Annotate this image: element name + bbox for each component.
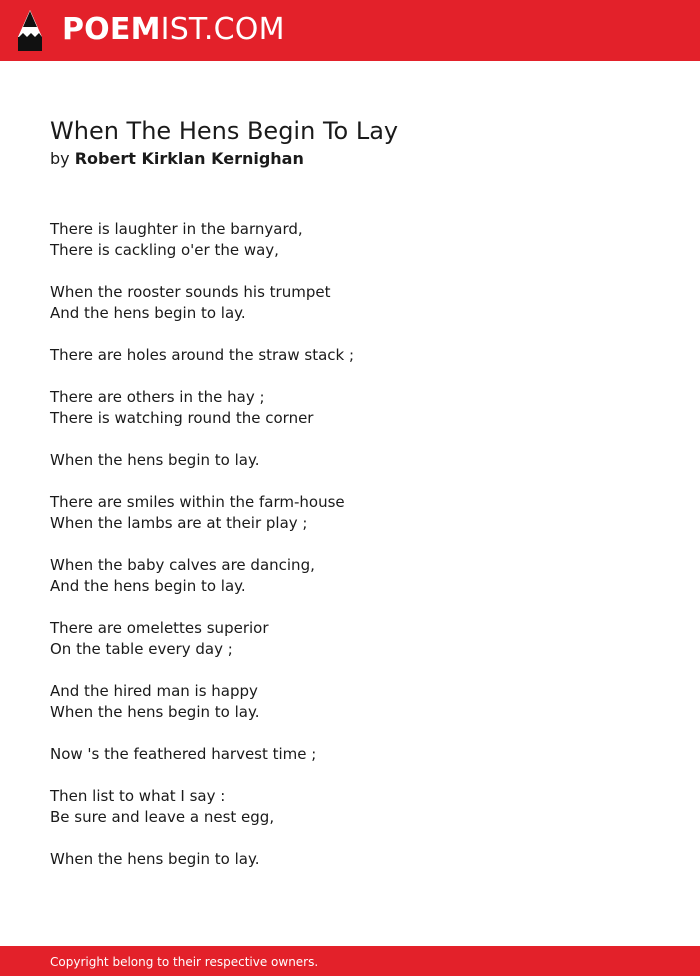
poem-line: On the table every day ;	[50, 640, 233, 658]
poem-line: There are holes around the straw stack ;	[50, 346, 355, 364]
poem-stanza	[50, 387, 650, 429]
poem-body	[50, 219, 650, 891]
poem-stanza	[50, 555, 650, 597]
logo-brand-light: IST.COM	[160, 12, 285, 47]
poem-byline	[50, 148, 304, 170]
poem-line: Be sure and leave a nest egg,	[50, 808, 275, 826]
poem-author: Robert Kirklan Kernighan	[74, 149, 304, 168]
poem-line: And the hens begin to lay.	[50, 304, 246, 322]
copyright-notice: Copyright belong to their respective owners.	[50, 955, 319, 969]
poem-stanza	[50, 849, 650, 870]
poem-stanza	[50, 744, 650, 765]
poem-stanza	[50, 345, 650, 366]
poem-line: There are smiles within the farm-house	[50, 493, 345, 511]
poem-stanza	[50, 786, 650, 828]
site-footer	[0, 946, 700, 976]
poem-line: There is watching round the corner	[50, 409, 314, 427]
poem-line: And the hens begin to lay.	[50, 577, 246, 595]
poem-line: There are others in the hay ;	[50, 388, 265, 406]
by-label: by	[50, 149, 70, 168]
poem-title: When The Hens Begin To Lay	[50, 117, 399, 145]
poem-stanza	[50, 618, 650, 660]
poem-stanza	[50, 492, 650, 534]
poem-line: Now 's the feathered harvest time ;	[50, 745, 317, 763]
poem-stanza	[50, 681, 650, 723]
poem-line: There is cackling o'er the way,	[50, 241, 279, 259]
poem-line: When the hens begin to lay.	[50, 850, 260, 868]
poem-line: There are omelettes superior	[50, 619, 269, 637]
poem-stanza	[50, 450, 650, 471]
pencil-tip-icon[interactable]	[17, 9, 43, 52]
site-header	[0, 0, 700, 61]
poem-line: And the hired man is happy	[50, 682, 258, 700]
poem-stanza	[50, 219, 650, 261]
poem-stanza	[50, 282, 650, 324]
poem-line: When the lambs are at their play ;	[50, 514, 308, 532]
poem-line: There is laughter in the barnyard,	[50, 220, 303, 238]
logo-brand-bold: POEM	[62, 12, 161, 47]
poem-line: When the baby calves are dancing,	[50, 556, 315, 574]
poem-line: When the rooster sounds his trumpet	[50, 283, 331, 301]
poem-line: When the hens begin to lay.	[50, 703, 260, 721]
site-logo[interactable]	[62, 12, 285, 48]
poem-line: When the hens begin to lay.	[50, 451, 260, 469]
poem-line: Then list to what I say :	[50, 787, 226, 805]
